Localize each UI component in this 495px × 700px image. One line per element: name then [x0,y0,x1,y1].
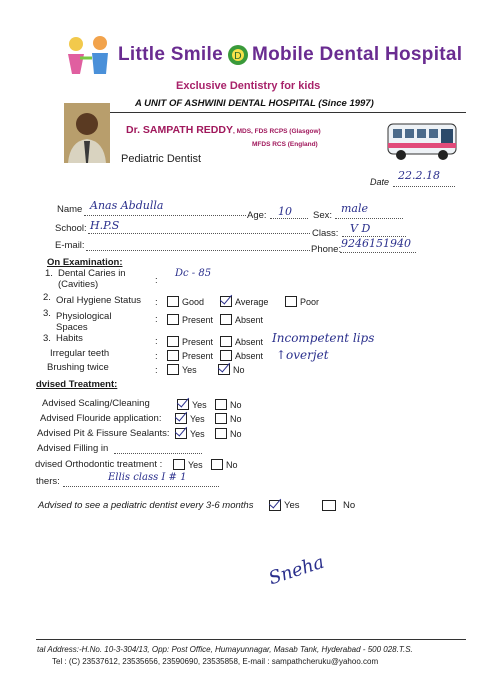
name-label: Name [57,204,83,215]
flouride-yes[interactable] [175,413,205,424]
brushing-yes-checkbox[interactable] [167,364,179,375]
q1-label: Dental Caries in (Cavities) [58,268,126,290]
q2-number: 2. [43,292,51,303]
patient-name: Anas Abdulla [90,199,164,212]
good-checkbox[interactable] [167,296,179,307]
followup-yes[interactable] [269,500,300,511]
followup-no-checkbox[interactable] [322,500,336,511]
unit-line: A UNIT OF ASHWINI DENTAL HOSPITAL (Since 1997) [135,98,374,109]
q1-colon: : [155,275,158,286]
sealants-yes[interactable] [175,428,205,439]
tagline: Exclusive Dentistry for kids [176,80,321,92]
school-label: School: [55,223,87,234]
q5-colon: : [155,351,158,362]
followup-yes-label: Yes [284,500,300,511]
mobile-bus-image [385,116,461,164]
treatment-heading: dvised Treatment: [36,379,118,390]
good-label: Good [182,296,205,307]
tooth-logo-icon [227,44,249,66]
opt-poor[interactable] [285,296,319,307]
ortho-yes[interactable] [173,459,203,470]
followup-text: Advised to see a pediatric dentist every 3-6 months [38,500,254,511]
t2-label: Advised Flouride application: [40,413,162,424]
ortho-no-checkbox[interactable] [211,459,223,470]
brushing-no-checkbox[interactable] [218,364,230,375]
q4-label: Habits [56,333,83,344]
brushing-yes-label: Yes [182,364,197,375]
patient-phone: 9246151940 [341,237,411,250]
ortho-no-label: No [226,459,238,470]
others-answer: Ellis class I # 1 [108,472,187,483]
kids-logo [62,32,116,76]
average-checkbox[interactable] [220,296,232,307]
patient-school: H.P.S [90,219,120,232]
q4-colon: : [155,336,158,347]
opt-good[interactable] [167,296,204,307]
ortho-yes-checkbox[interactable] [173,459,185,470]
specialty: Pediatric Dentist [121,153,202,165]
flouride-no-checkbox[interactable] [215,413,227,424]
ortho-no[interactable] [211,459,238,470]
exam-note-1: Incompetent lips [272,331,375,345]
irregular-present[interactable] [167,350,213,361]
q6-colon: : [155,365,158,376]
irregular-present-label: Present [182,350,214,361]
footer-contact: Tel : (C) 23537612, 23535656, 23590690, 23535858, E-mail : sampathcheruku@yahoo.com [52,657,379,666]
average-label: Average [235,296,269,307]
spaces-absent-checkbox[interactable] [220,314,232,325]
date-label: Date [370,177,390,187]
email-label: E-mail: [55,240,85,251]
habits-present[interactable] [167,336,213,347]
q3-colon: : [155,314,158,325]
poor-label: Poor [300,296,320,307]
age-label: Age: [247,210,267,221]
scaling-no-checkbox[interactable] [215,399,227,410]
habits-absent-label: Absent [235,336,264,347]
q6-label: Brushing twice [47,362,109,373]
examination-heading: On Examination: [47,257,123,268]
scaling-no-label: No [230,399,242,410]
footer-address: tal Address:-H.No. 10-3-304/13, Opp: Post Office, Humayunnagar, Masab Tank, Hyderabad - 500 028.T.S. [37,645,413,654]
q3-number: 3. [43,308,51,319]
hospital-name-part1: Little Smile [118,44,223,65]
flouride-yes-checkbox[interactable] [175,413,187,424]
scaling-no[interactable] [215,399,242,410]
habits-present-label: Present [182,336,214,347]
class-label: Class: [312,228,339,239]
brushing-no[interactable] [218,364,245,375]
patient-sex: male [341,202,369,215]
patient-age: 10 [278,205,292,218]
doctor-qualifications-2: MFDS RCS (England) [252,141,318,148]
irregular-absent-label: Absent [235,350,264,361]
followup-yes-checkbox[interactable] [269,500,281,511]
spaces-absent[interactable] [220,314,263,325]
t5-label: dvised Orthodontic treatment : [35,459,163,470]
flouride-no[interactable] [215,413,242,424]
followup-no[interactable] [322,500,355,511]
sealants-yes-checkbox[interactable] [175,428,187,439]
q5-label: Irregular teeth [50,348,110,359]
followup-no-label: No [343,500,356,511]
exam-note-2: ↑overjet [276,348,329,362]
t6-label: thers: [36,476,60,487]
t3-label: Advised Pit & Fissure Sealants: [37,428,170,439]
opt-average[interactable] [220,296,268,307]
q2-label: Oral Hygiene Status [56,295,142,306]
brushing-no-label: No [233,364,245,375]
svg-text:D: D [234,51,242,62]
doctor-name [126,124,321,136]
footer-rule [36,639,466,640]
date-value: 22.2.18 [398,169,440,182]
hospital-name-part2: Mobile Dental Hospital [252,44,463,65]
habits-present-checkbox[interactable] [167,336,179,347]
poor-checkbox[interactable] [285,296,297,307]
irregular-present-checkbox[interactable] [167,350,179,361]
phone-label: Phone: [311,244,342,255]
sealants-no-label: No [230,428,242,439]
patient-class: V D [350,222,371,235]
q1-number: 1. [45,268,53,279]
habits-absent-checkbox[interactable] [220,336,232,347]
brushing-yes[interactable] [167,364,197,375]
flouride-no-label: No [230,413,242,424]
q1-answer: Dc - 85 [175,268,212,279]
signature: Sneha [266,551,327,590]
flouride-yes-label: Yes [190,413,205,424]
q4-number: 3. [43,333,51,344]
spaces-present[interactable] [167,314,213,325]
scaling-yes-label: Yes [192,399,207,410]
spaces-present-checkbox[interactable] [167,314,179,325]
ortho-yes-label: Yes [188,459,203,470]
q3-label: Physiological Spaces [56,311,112,333]
sex-label: Sex: [313,210,333,221]
t4-label: Advised Filling in [37,443,109,454]
sealants-no-checkbox[interactable] [215,428,227,439]
doctor-photo [64,103,110,163]
spaces-present-label: Present [182,314,214,325]
header-rule [96,112,466,113]
sealants-no[interactable] [215,428,242,439]
sealants-yes-label: Yes [190,428,205,439]
q2-colon: : [155,297,158,308]
habits-absent[interactable] [220,336,263,347]
doctor-qualifications-1: , MDS, FDS RCPS (Glasgow) [232,128,321,135]
doctor-name-text: Dr. SAMPATH REDDY [126,124,233,136]
spaces-absent-label: Absent [235,314,264,325]
t1-label: Advised Scaling/Cleaning [42,398,150,409]
